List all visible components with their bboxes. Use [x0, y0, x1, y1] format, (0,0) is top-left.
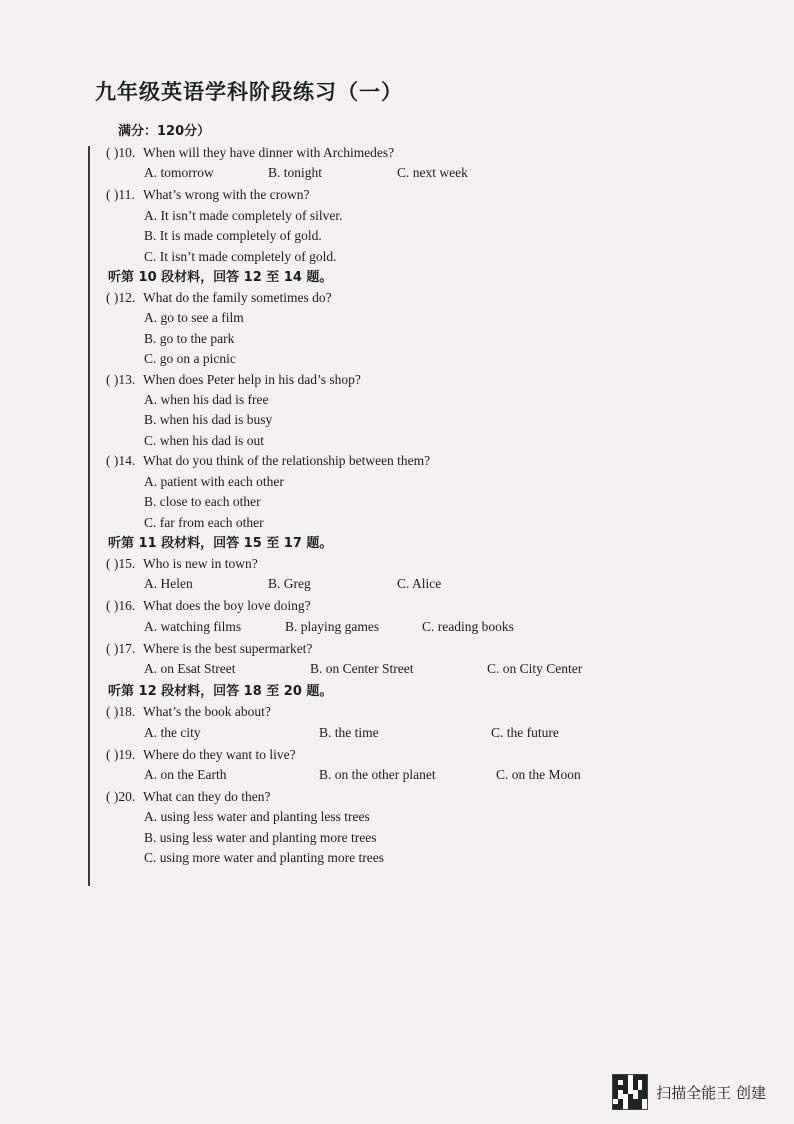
answer-option-row: [106, 765, 666, 787]
answer-option: A. patient with each other: [144, 473, 284, 489]
answer-option: A. Helen: [144, 576, 193, 592]
question-number: ( )13.: [106, 371, 136, 387]
question-text: What do you think of the relationship between them?: [143, 453, 431, 469]
answer-option: A. on Esat Street: [144, 661, 236, 677]
question-line: [106, 288, 666, 308]
question-text: What’s wrong with the crown?: [143, 187, 310, 203]
answer-option: C. on City Center: [487, 661, 583, 677]
answer-option-row: [106, 574, 666, 596]
answer-option: B. tonight: [268, 165, 323, 181]
question-text: Where is the best supermarket?: [143, 640, 313, 656]
answer-option: C. next week: [397, 165, 468, 181]
answer-option: B. the time: [319, 724, 379, 740]
answer-option: B. playing games: [285, 618, 380, 634]
question-number: ( )17.: [106, 640, 136, 656]
question-list: [106, 143, 666, 869]
question-number: ( )20.: [106, 788, 136, 804]
question-text: Where do they want to live?: [143, 746, 296, 762]
answer-option: C. when his dad is out: [144, 432, 264, 448]
section-heading: 听第 11 段材料，回答 15 至 17 题。: [108, 535, 333, 551]
answer-option: C. on the Moon: [496, 766, 581, 782]
question-text: When does Peter help in his dad’s shop?: [143, 371, 361, 387]
answer-option: B. using less water and planting more trees: [144, 829, 377, 845]
answer-option: A. on the Earth: [144, 766, 227, 782]
answer-option: C. using more water and planting more trees: [144, 850, 384, 866]
qr-code-icon: [612, 1074, 648, 1110]
question-number: ( )19.: [106, 746, 136, 762]
question-text: Who is new in town?: [143, 555, 258, 571]
question-text: What can they do then?: [143, 788, 271, 804]
answer-option: C. the future: [491, 724, 559, 740]
question-line: [106, 702, 666, 722]
scanner-watermark: [612, 1074, 766, 1110]
answer-option: A. It isn’t made completely of silver.: [144, 207, 343, 223]
question-line: [106, 185, 666, 205]
answer-option: B. Greg: [268, 576, 311, 592]
question-line: [106, 639, 666, 659]
answer-option: C. It isn’t made completely of gold.: [144, 248, 337, 264]
question-number: ( )16.: [106, 598, 136, 614]
answer-option-row: [106, 617, 666, 639]
question-text: What does the boy love doing?: [143, 598, 311, 614]
question-line: [106, 451, 666, 471]
question-number: ( )11.: [106, 187, 135, 203]
question-line: [106, 370, 666, 390]
margin-rule: [88, 146, 90, 886]
answer-option: A. watching films: [144, 618, 242, 634]
answer-option-row: [106, 163, 666, 185]
question-line: [106, 143, 666, 163]
question-text: When will they have dinner with Archimedes?: [143, 145, 395, 160]
question-line: [106, 787, 666, 807]
question-number: ( )14.: [106, 453, 136, 469]
question-line: [106, 596, 666, 616]
section-heading: 听第 10 段材料，回答 12 至 14 题。: [108, 270, 333, 286]
question-line: [106, 745, 666, 765]
answer-option-row: [106, 723, 666, 745]
answer-option: B. on Center Street: [310, 661, 414, 677]
answer-option: B. on the other planet: [319, 766, 436, 782]
question-number: ( )18.: [106, 704, 136, 720]
page-title: 九年级英语学科阶段练习（一）: [95, 80, 403, 104]
answer-option: C. go on a picnic: [144, 351, 236, 367]
answer-option: A. using less water and planting less trees: [144, 809, 370, 825]
answer-option: B. go to the park: [144, 330, 235, 346]
answer-option: C. Alice: [397, 576, 442, 592]
answer-option: A. go to see a film: [144, 310, 244, 326]
answer-option: B. close to each other: [144, 494, 261, 510]
section-heading: 听第 12 段材料，回答 18 至 20 题。: [108, 684, 333, 700]
answer-option: A. tomorrow: [144, 165, 214, 181]
question-number: ( )12.: [106, 290, 136, 306]
answer-option: B. It is made completely of gold.: [144, 228, 322, 244]
answer-option: C. far from each other: [144, 514, 264, 530]
answer-option: C. reading books: [422, 618, 514, 634]
question-number: ( )10.: [106, 145, 136, 160]
answer-option: B. when his dad is busy: [144, 412, 273, 428]
watermark-text: 扫描全能王 创建: [656, 1083, 766, 1102]
answer-option: A. when his dad is free: [144, 392, 269, 408]
question-number: ( )15.: [106, 555, 136, 571]
question-line: [106, 554, 666, 574]
full-score: 满分：120分）: [118, 124, 211, 139]
answer-option-row: [106, 659, 666, 681]
answer-option: A. the city: [144, 724, 201, 740]
question-text: What’s the book about?: [143, 704, 271, 720]
question-text: What do the family sometimes do?: [143, 290, 332, 306]
